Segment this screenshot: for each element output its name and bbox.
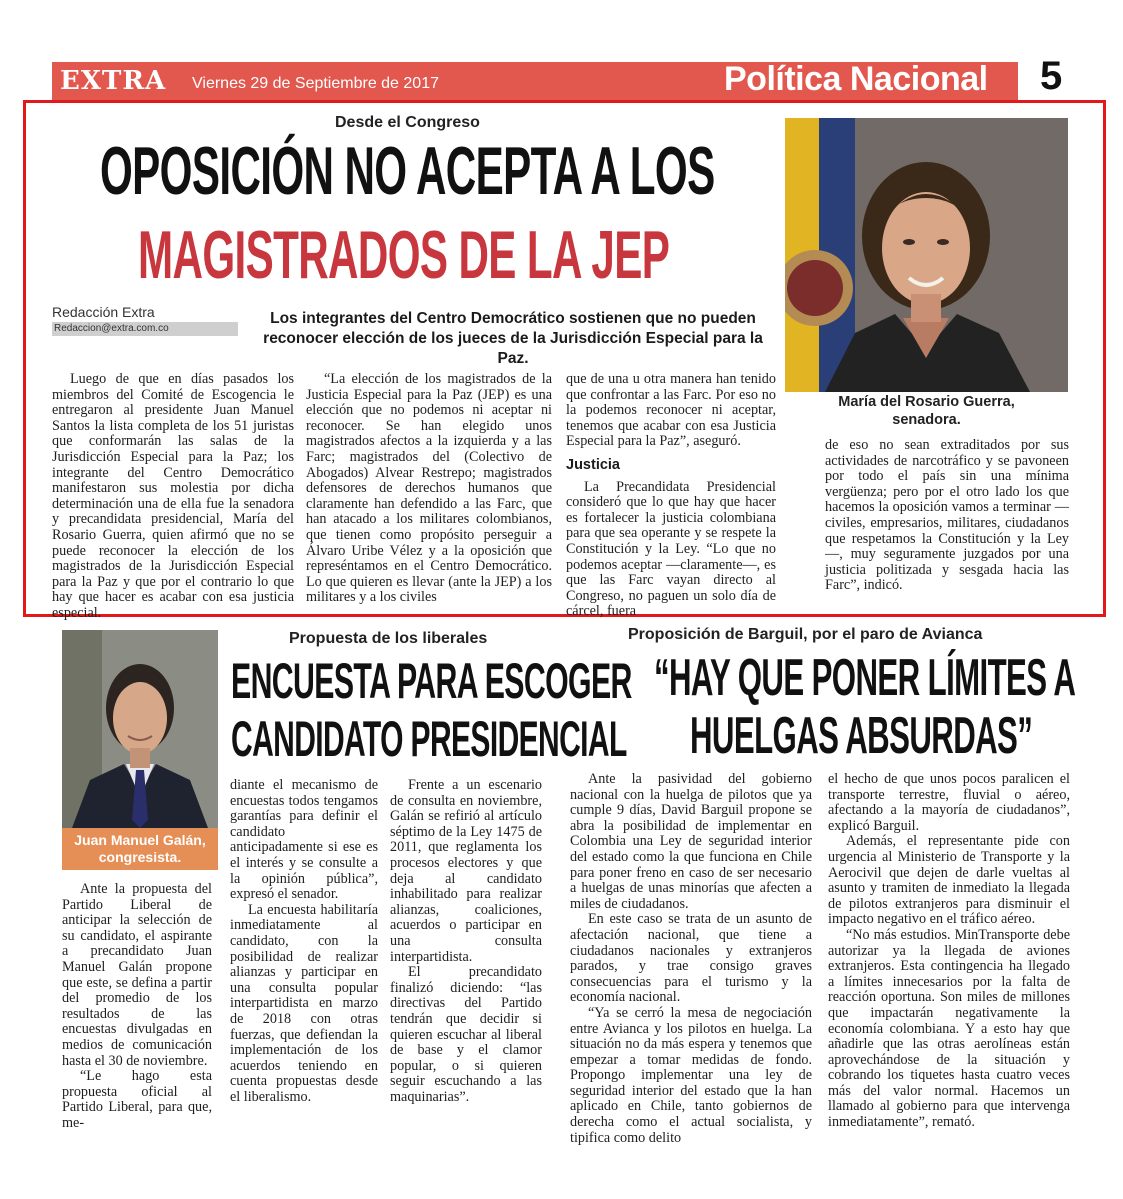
article2-kicker: Propuesta de los liberales [289, 630, 488, 647]
article1-kicker: Desde el Congreso [335, 114, 480, 131]
article3-headline-line1: “HAY QUE PONER LÍMITES A [654, 649, 1076, 707]
article1-paragraph: de eso no sean extraditados por sus actividades de narcotráfico y se pavoneen por todo el país sin una mínima vergüenza; pero por el otro lado los que hacemos la oposición vamos a terminar —civiles, empresarios, militares, ciudadanos que respetamos la Constitución y la Ley—, muy seguramente juzgados por una justicia politizada y sesgada hacia las Farc”, indicó. [825, 437, 1069, 594]
article1-headline-line2: MAGISTRADOS DE LA JEP [138, 217, 670, 293]
newspaper-logo: EXTRA [60, 66, 167, 96]
article3-kicker: Proposición de Barguil, por el paro de Avianca [628, 626, 983, 643]
article1-paragraph: que de una u otra manera han tenido que confrontar a las Farc. Por eso no la podemos reconocer ni aceptar, tenemos que acabar con esa Justicia Especial para la Paz”, aseguró. [566, 371, 776, 450]
article2-paragraph: El precandidato finalizó diciendo: “las directivas del Partido tendrán que decidir si quieren escuchar al liberal de base y el clamor popular, o si quieren seguir escuchando a las maquinarias”. [390, 964, 542, 1105]
article2-paragraph: Ante la propuesta del Partido Liberal de anticipar la selección de su candidato, el aspirante a precandidato Juan Manuel Galán propone que este, se defina a partir del promedio de los resultados de las encuestas divulgadas en medios de comunicación hasta el 30 de noviembre. [62, 881, 212, 1069]
article1-paragraph: “La elección de los magistrados de la Justicia Especial para la Paz (JEP) es una elección que no podemos ni aceptar ni reconocer. Se han elegido unos magistrados afectos a la izquierda y a las Farc; magistrados del (Colectivo de Abogados) Alvear Restrepo; magistrados defensores de derechos humanos que claramente han defendido a las Farc, que han atacado a los militares colombianos, que tienen como propósito perseguir a Álvaro Uribe Vélez y a la oposición que represéntamos en el Centro Democrático. Lo que quieren es llevar (ante la JEP) a los militares y a los civiles [306, 371, 552, 606]
caption-name: María del Rosario Guerra, [838, 394, 1015, 410]
senator-portrait-image [785, 118, 1068, 392]
article1-headline-line1: OPOSICIÓN NO ACEPTA A LOS [100, 133, 715, 209]
article3-column-2 [828, 772, 1070, 1131]
article3-paragraph: Además, el representante pide con urgencia al Ministerio de Transporte y la Aerocivil que dejen de darle vueltas al asunto y tramiten de inmediato la llegada de pilotos extranjeros para disminuir el impacto negativo en el tráfico aéreo. [828, 833, 1070, 928]
article1-subhead: Justicia [566, 456, 620, 473]
caption-name: Juan Manuel Galán, [74, 832, 206, 848]
article3-paragraph: “Ya se cerró la mesa de negociación entre Avianca y los pilotos en huelga. La situación no da más espera y tenemos que empezar a tomar medidas de fondo. Propongo implementar una ley de seguridad interior del estado que la han aplicado en Chile, tanto gobiernos de derecha como el actual socialista, y tipifica como delito [570, 1004, 812, 1146]
article1-paragraph: Luego de que en días pasados los miembros del Comité de Escogencia le entregaron al presidente Juan Manuel Santos la lista completa de los 51 juristas que conformarán las salas de la Jurisdicción Especial para la Paz; los integrante del Centro Democrático manifestaron sus molestia por dicha determinación una de ella fue la senadora y precandidata presidencial, María del Rosario Guerra, quien afirmó que no se puede reconocer la elección de los magistrados de la Jurisdicción Especial para la Paz y que por el contrario lo que hay que hacer es acabar con esa justicia especial. [52, 371, 294, 621]
section-title: Política Nacional [724, 60, 988, 98]
senator-photo [785, 118, 1068, 392]
article2-headline-line2: CANDIDATO PRESIDENCIAL [231, 711, 627, 767]
article2-column-1 [62, 882, 212, 1132]
byline-email: Redaccion@extra.com.co [52, 322, 238, 336]
article1-column-2 [306, 372, 552, 606]
congressman-caption [62, 828, 218, 870]
article2-column-2 [230, 778, 378, 1105]
article1-column-3 [566, 372, 776, 620]
issue-date: Viernes 29 de Septiembre de 2017 [192, 75, 439, 92]
page-number: 5 [1040, 54, 1063, 98]
caption-role: congresista. [98, 849, 182, 865]
article3-paragraph: el hecho de que unos pocos paralicen el transporte terrestre, fluvial o aéreo, afectando a la mayoría de ciudadanos”, explicó Barguil. [828, 771, 1070, 834]
article2-paragraph: La encuesta habilitaría inmediatamente al candidato, con la posibilidad de realizar alianzas y participar en una consulta popular interpartidista en marzo de 2018 con otras fuerzas, que defiendan la implementación de los acuerdos teniendo en cuenta propuestas desde el liberalismo. [230, 901, 378, 1105]
congressman-photo [62, 630, 218, 828]
congressman-portrait-image [62, 630, 218, 828]
article2-paragraph: Frente a un escenario de consulta en noviembre, Galán se refirió al artículo séptimo de la Ley 1475 de 2011, que reglamenta los procesos electores y que deja al candidato inhabilitado para realizar alianzas, coaliciones, acuerdos o participar en una consulta interpartidista. [390, 777, 542, 965]
article1-paragraph: La Precandidata Presidencial consideró que lo que hay que hacer es fortalecer la justicia colombiana para que sea operante y se respete la Constitución y la Ley. “Lo que no podemos aceptar —claramente—, es que las Farc vayan directo al Congreso, no paguen un solo día de cárcel, fuera [566, 478, 776, 620]
article3-paragraph: En este caso se trata de un asunto de afectación nacional, que tiene a ciudadanos nacionales y extranjeros parados, y trae consigo graves consecuencias para el turismo y la economía nacional. [570, 911, 812, 1006]
article3-paragraph: Ante la pasividad del gobierno nacional con la huelga de pilotos que ya cumple 9 días, David Barguil propone se abra la posibilidad de implementar en Colombia una Ley de seguridad interior del estado como la que funciona en Chile para poner freno en caso de ser necesario a huelgas de unas minorías que afecten a miles de ciudadanos. [570, 771, 812, 912]
byline: Redacción Extra [52, 304, 155, 320]
caption-role: senadora. [892, 412, 961, 428]
article1-deck: Los integrantes del Centro Democrático sostienen que no pueden reconocer elección de los jueces de la Jurisdicción Especial para la Paz. [263, 310, 763, 367]
article1-column-4 [825, 438, 1069, 594]
article3-headline-line2: HUELGAS ABSURDAS” [690, 707, 1033, 765]
article2-paragraph: diante el mecanismo de encuestas todos tengamos garantías para definir el candidato anticipadamente si ese es el interés y se consulte a la opinión pública”, expresó el senador. [230, 777, 378, 903]
article3-column-1 [570, 772, 812, 1146]
article1-column-1 [52, 372, 294, 622]
article2-column-3 [390, 778, 542, 1105]
senator-caption [785, 393, 1068, 429]
article3-paragraph: “No más estudios. MinTransporte debe autorizar ya la llegada de aviones extranjeros. Esta contingencia ha llegado a límites innecesarios por la falta de reacción oportuna. Son miles de millones que impactarán negativamente la economía colombiana. Y a esto hay que añadirle que las otras aerolíneas están aprovechándose de la situación y cobrando los tiquetes hasta cuatro veces más del valor normal. Hacemos un llamado al gobierno para que intervenga inmediatamente”, remató. [828, 926, 1070, 1131]
article2-headline-line1: ENCUESTA PARA ESCOGER [231, 653, 632, 709]
article2-paragraph: “Le hago esta propuesta oficial al Partido Liberal, para que, me- [62, 1068, 212, 1131]
